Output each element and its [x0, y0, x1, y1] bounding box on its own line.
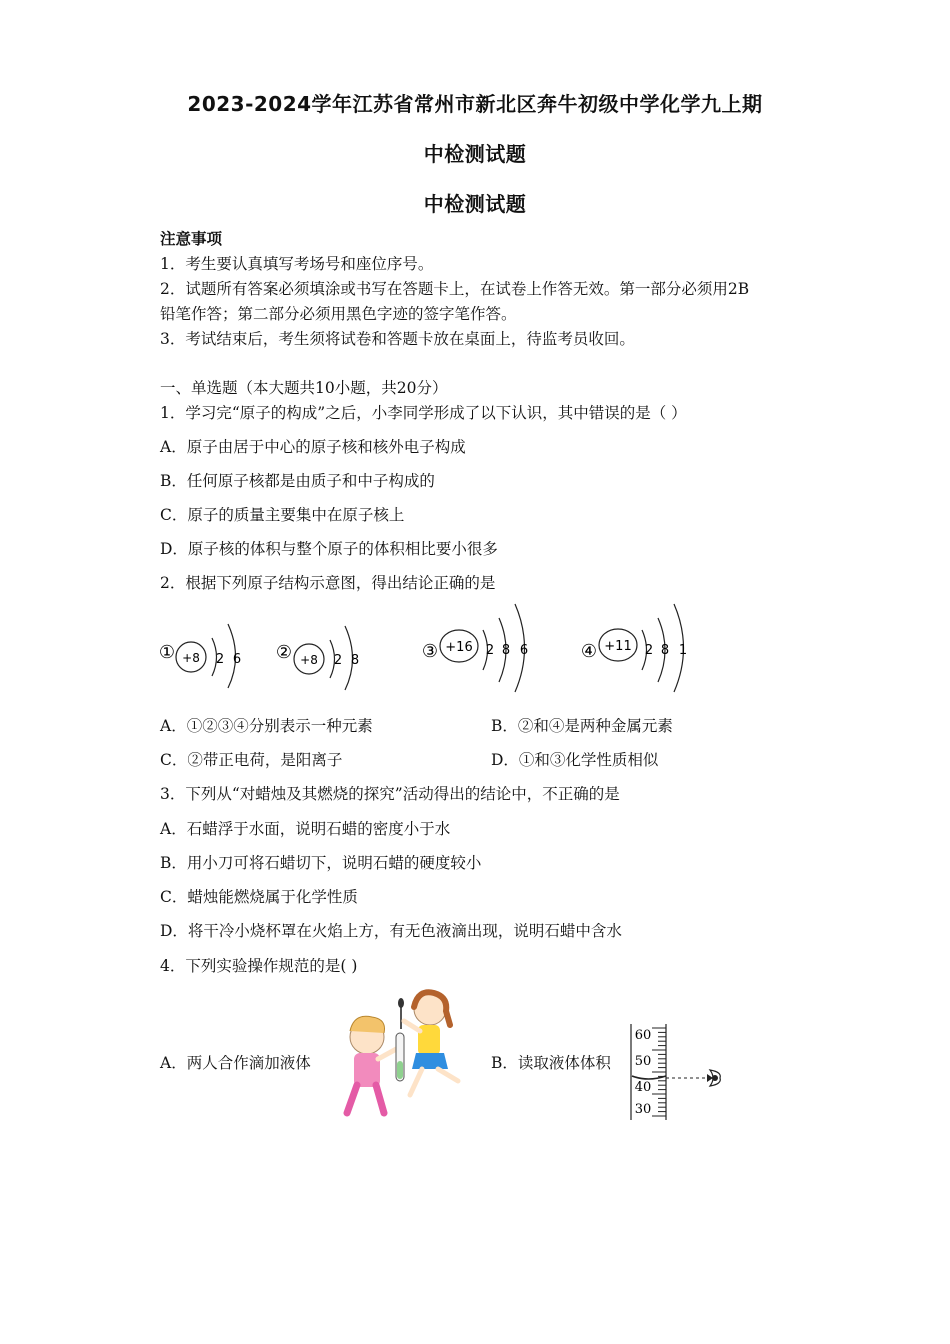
- question-1-option-b: B．任何原子核都是由质子和中子构成的: [160, 472, 435, 490]
- question-2-option-c: C．②带正电荷，是阳离子: [160, 751, 343, 769]
- eye-pupil: [712, 1075, 718, 1081]
- question-1-option-a: A．原子由居于中心的原子核和核外电子构成: [160, 438, 466, 456]
- nucleus-charge: +8: [182, 651, 200, 665]
- question-3-option-c: C．蜡烛能燃烧属于化学性质: [160, 888, 358, 906]
- shell-electrons: 6: [519, 643, 529, 658]
- question-4-option-b: B．读取液体体积: [491, 1054, 611, 1072]
- notice-item: 1．考生要认真填写考场号和座位序号。: [160, 255, 434, 273]
- graduated-cylinder-figure: [622, 1020, 732, 1124]
- question-1-stem: 1．学习完“原子的构成”之后，小李同学形成了以下认识，其中错误的是（ ）: [160, 404, 687, 422]
- notice-item: 铅笔作答；第二部分必须用黑色字迹的签字笔作答。: [160, 305, 517, 323]
- shell-electrons: 2: [333, 653, 343, 668]
- question-2-option-b: B．②和④是两种金属元素: [491, 717, 673, 735]
- shell-electrons: 8: [660, 643, 670, 658]
- shell-electrons: 8: [501, 643, 511, 658]
- girl-right-arm: [404, 1021, 420, 1031]
- shell-electrons: 6: [232, 652, 242, 667]
- diagram-number: ③: [421, 641, 439, 662]
- atom-diagram-3: [418, 600, 543, 695]
- notice-heading: 注意事项: [160, 229, 223, 248]
- atom-diagram-4: [577, 600, 702, 695]
- scale-label: 50: [634, 1054, 652, 1069]
- shell-electrons: 8: [350, 653, 360, 668]
- nucleus-charge: +16: [445, 640, 473, 655]
- diagram-number: ④: [580, 641, 598, 662]
- girl-right-legs: [410, 1069, 458, 1095]
- question-3-option-d: D．将干冷小烧杯罩在火焰上方，有无色液滴出现，说明石蜡中含水: [160, 922, 622, 940]
- girl-left-legs: [347, 1085, 384, 1113]
- shell-electrons: 1: [678, 643, 688, 658]
- notice-item: 2．试题所有答案必须填涂或书写在答题卡上，在试卷上作答无效。第一部分必须用2B: [160, 280, 750, 298]
- question-2-option-a: A．①②③④分别表示一种元素: [160, 717, 373, 735]
- exam-title-line3: 中检测试题: [423, 192, 527, 216]
- question-1-option-c: C．原子的质量主要集中在原子核上: [160, 506, 405, 524]
- shell-electrons: 2: [644, 643, 654, 658]
- question-4-stem: 4．下列实验操作规范的是( ): [160, 957, 358, 975]
- question-4-option-a: A．两人合作滴加液体: [160, 1054, 311, 1072]
- scale-label: 30: [634, 1102, 652, 1117]
- question-3-stem: 3．下列从“对蜡烛及其燃烧的探究”活动得出的结论中，不正确的是: [160, 785, 620, 803]
- cylinder-scale-ticks: [652, 1028, 666, 1116]
- question-2-option-d: D．①和③化学性质相似: [491, 751, 659, 769]
- question-2-stem: 2．根据下列原子结构示意图，得出结论正确的是: [160, 574, 496, 592]
- children-dropping-liquid-illustration: [332, 985, 472, 1125]
- shell-electrons: 2: [215, 652, 225, 667]
- shell-electrons: 2: [485, 643, 495, 658]
- section-heading: 一、单选题（本大题共10小题，共20分）: [160, 379, 448, 397]
- nucleus-charge: +11: [604, 639, 632, 654]
- atom-diagram-2: [272, 612, 372, 692]
- question-3-option-b: B．用小刀可将石蜡切下，说明石蜡的硬度较小: [160, 854, 482, 872]
- dropper-bulb: [398, 998, 404, 1008]
- question-1-option-d: D．原子核的体积与整个原子的体积相比要小很多: [160, 540, 498, 558]
- girl-right-skirt: [412, 1053, 448, 1069]
- question-3-option-a: A．石蜡浮于水面，说明石蜡的密度小于水: [160, 820, 451, 838]
- diagram-number: ②: [275, 642, 293, 663]
- girl-left-hair: [350, 1016, 385, 1033]
- scale-label: 60: [634, 1028, 652, 1043]
- diagram-number: ①: [158, 642, 176, 663]
- exam-title-line2: 中检测试题: [423, 142, 527, 166]
- scale-label: 40: [634, 1080, 652, 1095]
- nucleus-charge: +8: [300, 653, 318, 667]
- atom-diagram-1: [155, 612, 255, 692]
- notice-item: 3．考试结束后，考生须将试卷和答题卡放在桌面上，待监考员收回。: [160, 330, 635, 348]
- test-tube-liquid: [397, 1061, 403, 1079]
- exam-title-line1: 2023-2024学年江苏省常州市新北区奔牛初级中学化学九上期: [187, 92, 763, 116]
